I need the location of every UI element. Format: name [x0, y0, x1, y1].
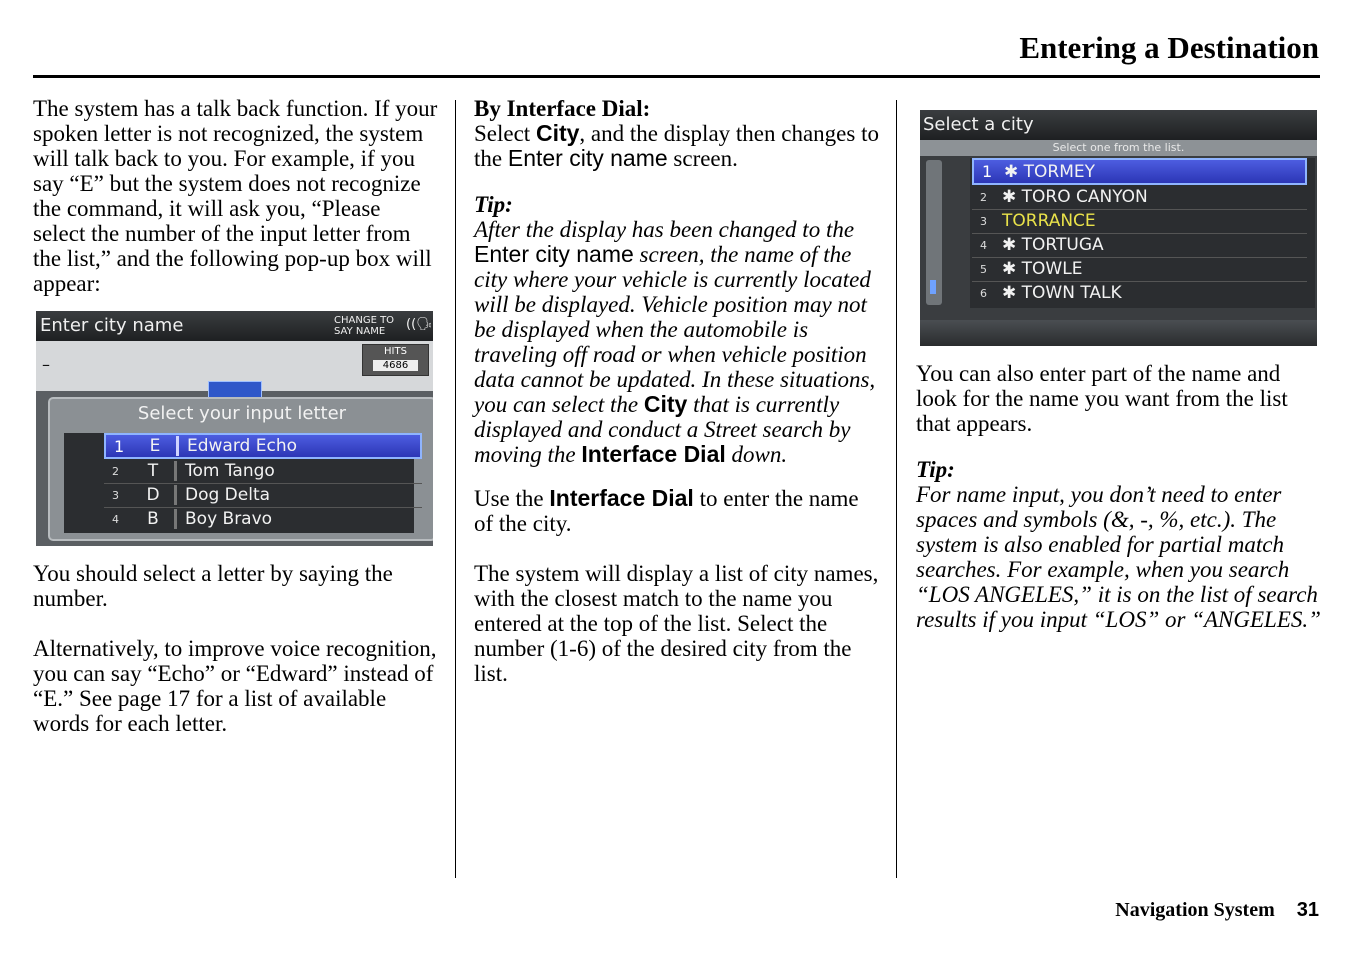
footer-section: Navigation System [1115, 899, 1275, 921]
text: , and the display then changes to the [474, 121, 879, 171]
change-line-2: SAY NAME [334, 326, 386, 337]
partial-name-paragraph: You can also enter part of the name and look for the name you want from the list that appears. [916, 361, 1288, 436]
row-number: 1 [982, 162, 993, 181]
text: screen. [667, 146, 738, 171]
letter-row[interactable] [104, 433, 422, 459]
screen-title-bar [920, 110, 1317, 140]
alternative-paragraph: Alternatively, to improve voice recognition, you can say “Echo” or “Edward” instead of “E.” See page 17 for a list of available words for each letter. [33, 636, 437, 736]
enter-city-name-term: Enter city name [507, 145, 668, 171]
select-a-city-screen [920, 110, 1317, 346]
text: Select [474, 121, 536, 146]
page-footer [1115, 899, 1319, 922]
title-rule [33, 75, 1320, 78]
row-city-name: ✱ TORO CANYON [1002, 187, 1148, 207]
row-city-name: ✱ TOWN TALK [1002, 283, 1122, 303]
letter-row[interactable] [104, 507, 422, 531]
row-word: Edward Echo [176, 436, 297, 456]
text: screen, the name of the city where your vehicle is currently located will be displayed. Vehicle position may not be displayed when the automobile is traveling off road or when vehicle position data cannot be updated. In these situations, you can select the [474, 242, 876, 417]
row-city-name: ✱ TOWLE [1002, 259, 1083, 279]
talk-back-paragraph: The system has a talk back function. If your spoken letter is not recognized, the system will talk back to you. For example, if you say “E” but the system does not recognize the command, it will ask you, “Please select the number of the input letter from the list,” and the following pop-up box will appear: [33, 96, 438, 296]
row-city-name: ✱ TORMEY [1004, 161, 1096, 182]
popup-title: Select your input letter [137, 403, 347, 424]
by-interface-dial-heading: By Interface Dial: [474, 96, 651, 121]
column-2 [474, 96, 879, 686]
row-number: 4 [112, 512, 119, 526]
row-number: 2 [980, 190, 987, 204]
row-letter: T [147, 461, 159, 481]
select-input-letter-popup [48, 397, 433, 541]
city-row[interactable] [972, 281, 1307, 305]
row-number: 4 [980, 238, 987, 252]
tip-label: Tip: [916, 457, 955, 482]
voice-icon: ((🗣 [406, 317, 433, 332]
page-number: 31 [1296, 899, 1319, 921]
change-line-1: CHANGE TO [334, 315, 395, 326]
row-number: 2 [112, 464, 119, 478]
row-number: 6 [980, 286, 987, 300]
row-word: Boy Bravo [174, 509, 272, 529]
use-dial-paragraph [474, 486, 879, 536]
row-word: Dog Delta [174, 485, 270, 505]
city-term: City [535, 120, 580, 146]
screen-title-bar [36, 311, 433, 341]
text: down. [725, 442, 788, 467]
screen-title: Select a city [923, 114, 1034, 135]
tip-paragraph [474, 217, 879, 467]
row-word: Tom Tango [174, 461, 275, 481]
row-letter: E [149, 436, 161, 456]
interface-dial-term: Interface Dial [549, 485, 694, 511]
select-city-paragraph [474, 121, 879, 171]
city-list-paragraph: The system will display a list of city names, with the closest match to the name you entered at the top of the list. Select the number (1-6) of the desired city from the list. [474, 561, 879, 686]
tip-label: Tip: [474, 192, 513, 217]
enter-city-name-screen [36, 311, 433, 546]
letter-row[interactable] [104, 483, 422, 508]
column-3 [916, 361, 1321, 632]
scrollbar[interactable] [926, 160, 942, 305]
city-row[interactable] [972, 233, 1307, 258]
page-title: Entering a Destination [1019, 30, 1319, 65]
row-number: 5 [980, 262, 987, 276]
text: After the display has been changed to the [474, 217, 855, 242]
text: to enter the name of the city. [474, 486, 859, 536]
letter-row[interactable] [104, 459, 422, 484]
city-row[interactable] [972, 158, 1307, 185]
hits-box [362, 344, 429, 376]
row-number: 1 [114, 436, 125, 456]
city-row[interactable] [972, 209, 1307, 234]
row-letter: D [146, 485, 160, 505]
text: Use the [474, 486, 550, 511]
scrollbar-thumb[interactable] [930, 280, 936, 294]
input-dash: – [42, 355, 50, 374]
text: that is currently displayed and conduct a Street search by moving the [474, 392, 851, 467]
city-list [970, 158, 1315, 308]
screen-title: Enter city name [40, 315, 184, 336]
column-divider-1 [455, 100, 456, 878]
city-row[interactable] [972, 257, 1307, 282]
letter-list [64, 433, 414, 533]
change-to-say-name-button[interactable] [334, 315, 394, 337]
column-divider-2 [896, 100, 897, 878]
interface-dial-term: Interface Dial [581, 441, 726, 467]
city-row[interactable] [972, 185, 1307, 210]
row-city-name: TORRANCE [1002, 211, 1096, 231]
row-city-name: ✱ TORTUGA [1002, 235, 1104, 255]
city-term: City [643, 391, 688, 417]
column-1 [33, 96, 438, 296]
column-1-lower [33, 561, 438, 736]
row-letter: B [147, 509, 159, 529]
screen-subtitle: Select one from the list. [920, 140, 1317, 156]
select-letter-paragraph: You should select a letter by saying the number. [33, 561, 393, 611]
hits-value: 4686 [373, 360, 418, 371]
row-number: 3 [112, 488, 119, 502]
hits-label: HITS [384, 346, 407, 357]
tip-paragraph: For name input, you don’t need to enter spaces and symbols (&, -, %, etc.). The system is also enabled for partial match searches. For example, when you search “LOS ANGELES,” it is on the list of search results if you input “LOS” or “ANGELES.” [916, 482, 1321, 632]
screen-bottom-bar [920, 320, 1317, 346]
row-number: 3 [980, 214, 987, 228]
enter-city-name-term: Enter city name [474, 241, 634, 267]
